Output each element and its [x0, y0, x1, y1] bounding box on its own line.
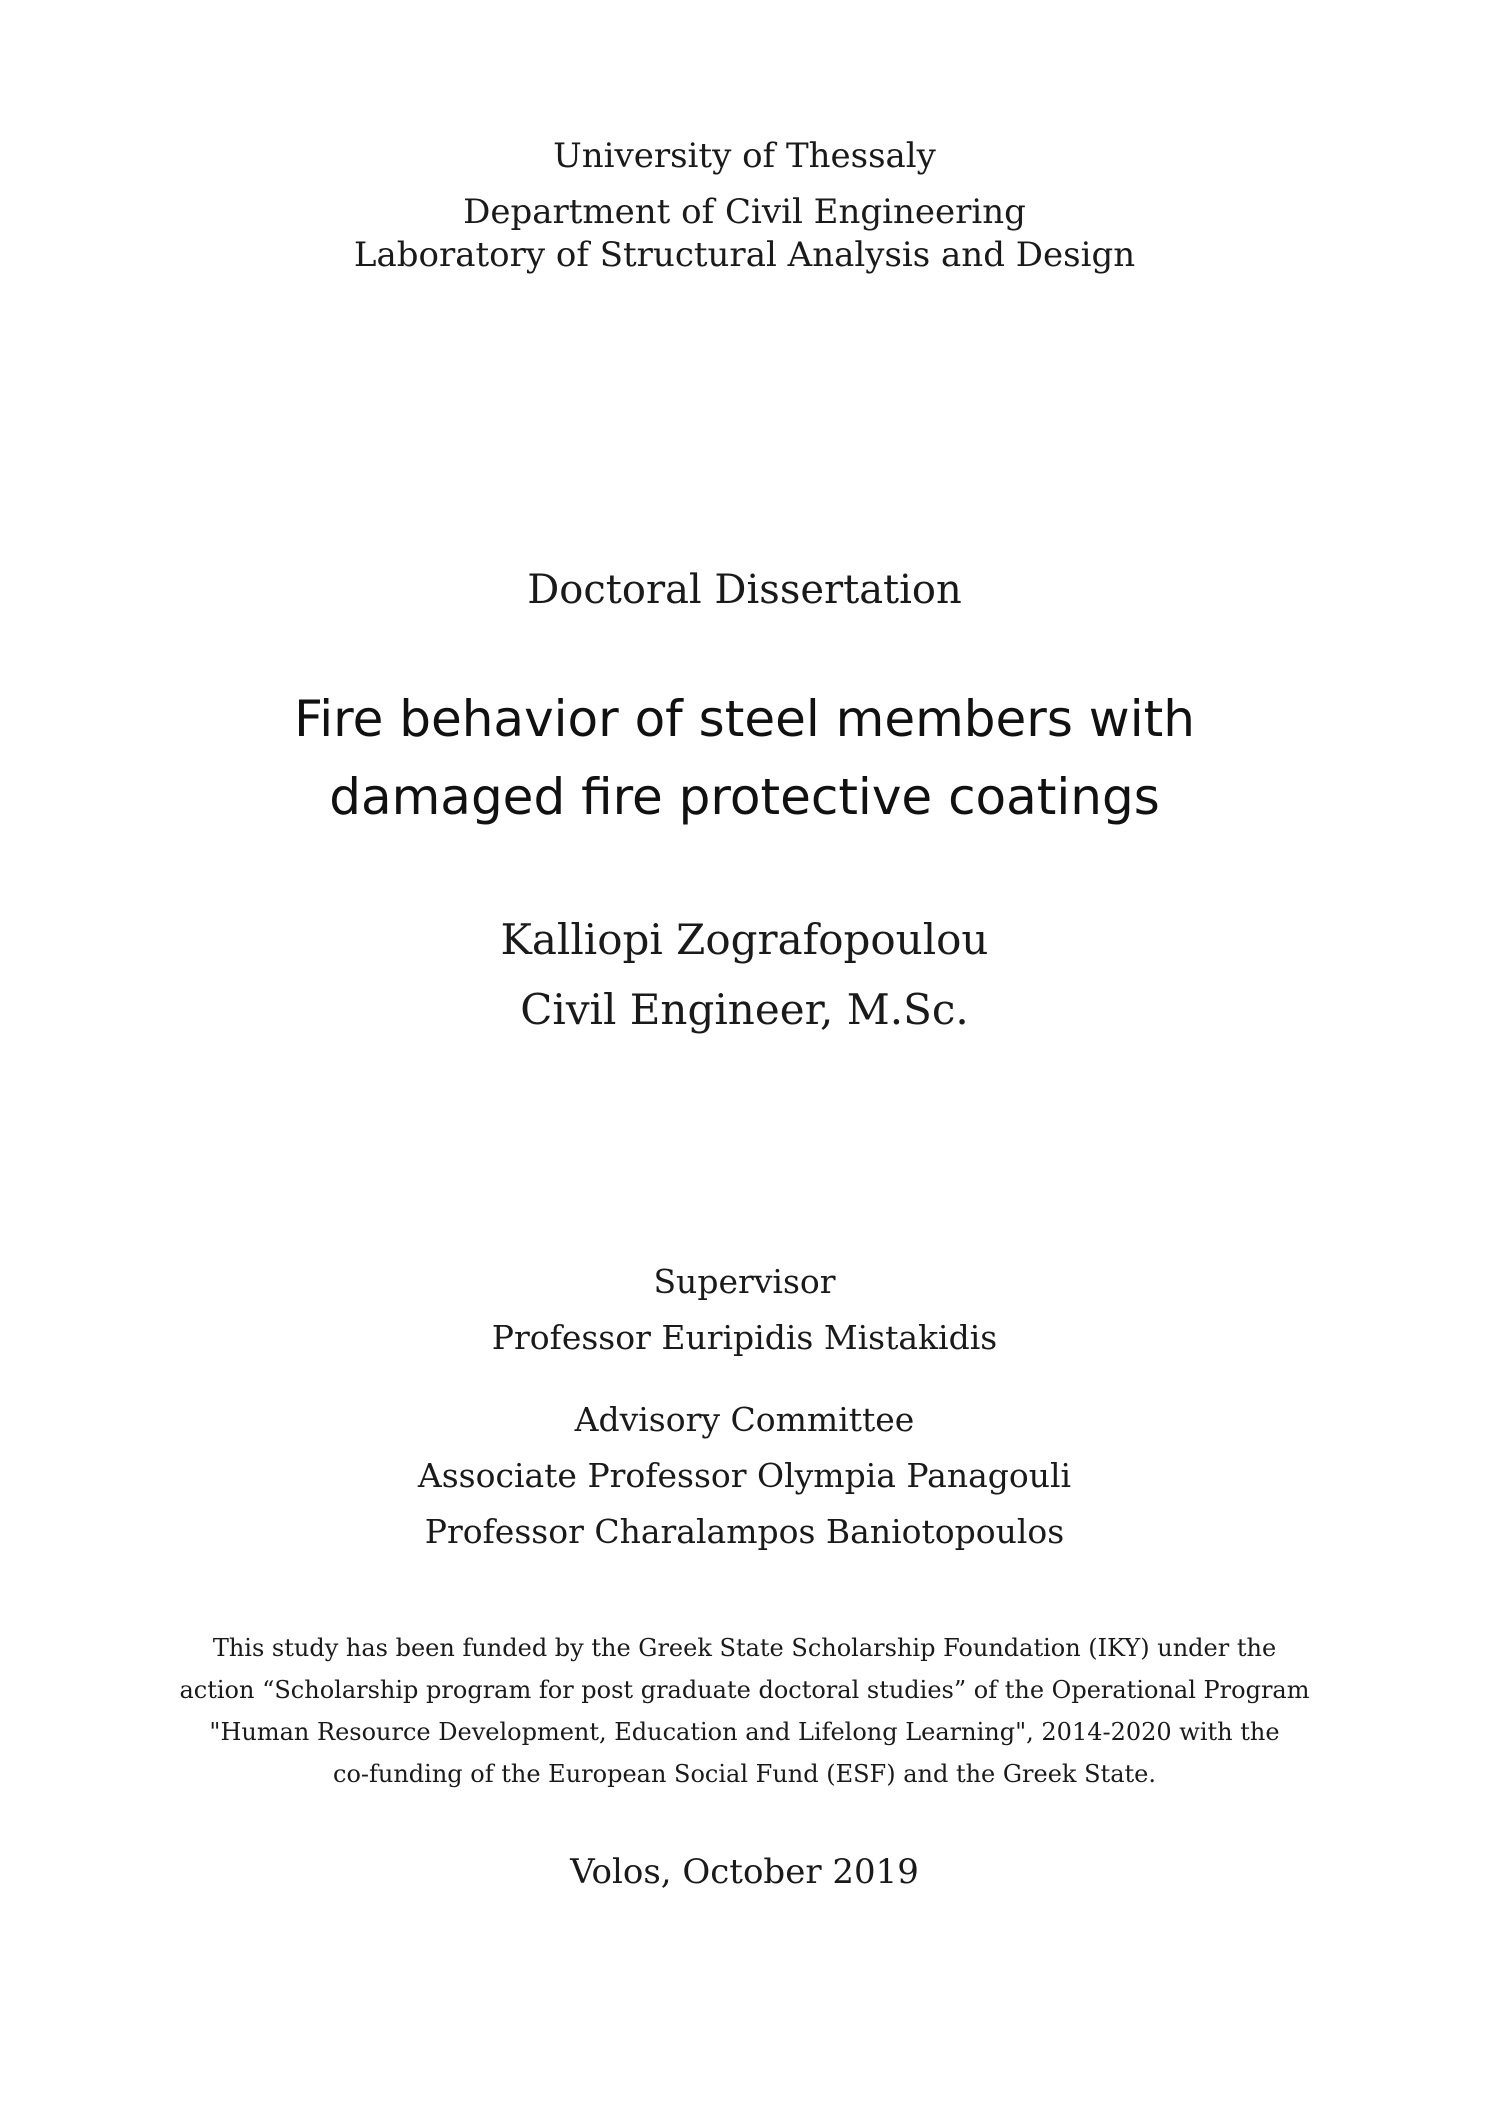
document-type: Doctoral Dissertation [527, 567, 962, 613]
funding-note-line: "Human Resource Development, Education and Lifelong Learning", 2014-2020 with the [209, 1718, 1280, 1746]
place-and-date: Volos, October 2019 [570, 1852, 919, 1892]
advisory-committee-member: Associate Professor Olympia Panagouli [417, 1456, 1072, 1495]
supervisor-heading: Supervisor [653, 1262, 836, 1301]
dissertation-title-line-1: Fire behavior of steel members with [294, 690, 1195, 748]
advisory-committee-heading: Advisory Committee [574, 1400, 915, 1439]
author-credentials: Civil Engineer, M.Sc. [520, 985, 969, 1034]
author-name: Kalliopi Zografopoulou [500, 915, 989, 964]
funding-note-line: This study has been funded by the Greek State Scholarship Foundation (IKY) under the [212, 1634, 1277, 1662]
advisory-committee-member: Professor Charalampos Baniotopoulos [424, 1512, 1065, 1551]
funding-note-line: action “Scholarship program for post graduate doctoral studies” of the Operational Program [179, 1676, 1310, 1704]
funding-note-line: co-funding of the European Social Fund (ESF) and the Greek State. [333, 1760, 1156, 1788]
dissertation-title-line-2: damaged fire protective coatings [329, 768, 1160, 826]
university-name: University of Thessaly [553, 136, 936, 176]
department-name: Department of Civil Engineering [463, 192, 1026, 232]
laboratory-name: Laboratory of Structural Analysis and Design [353, 235, 1136, 275]
supervisor-name: Professor Euripidis Mistakidis [491, 1318, 998, 1357]
